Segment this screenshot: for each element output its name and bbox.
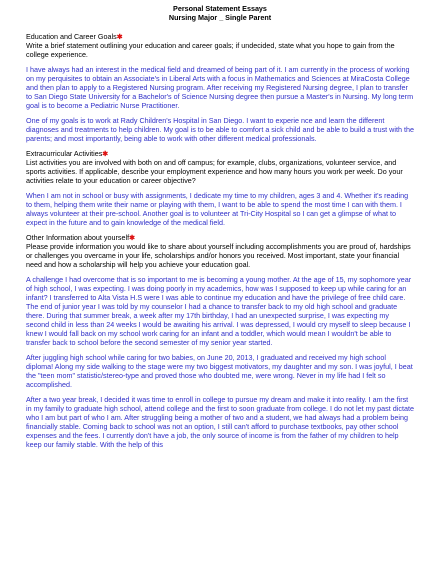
document-page <box>26 4 414 449</box>
answer-paragraph: When I am not in school or busy with assignments, I dedicate my time to my children, ages 3 and 4. Whether it's reading to them, helping them write their name or playing with them, I want to be able to spend the most time I can with them. I always volunteer at their pre-school. Another goal is to volunteer at Tri-City Hospital so I can get a glimpse of what to expect in the future and to gain knowledge of the medical field. <box>26 191 409 227</box>
section-heading-extracurricular: Extracurricular Activities✱ <box>26 149 109 158</box>
section-prompt-extracurricular: List activities you are involved with both on and off campus; for example, clubs, organizations, volunteer service, and sports activities. If applicable, describe your employment experience and how many hours you work per week. Do your activities relate to your education or career objective? <box>26 158 403 185</box>
answer-paragraph: After juggling high school while caring for two babies, on June 20, 2013, I graduated and received my high school diploma! Along my side walking to the stage were my two biggest motivators, my daughter and my son. I was joyful, I beat the "teen mom" statistic/stereo-type and proved those who doubted me, were wrong. Never in my life had I felt so accomplished. <box>26 353 413 389</box>
required-icon: ✱ <box>116 32 123 41</box>
required-icon: ✱ <box>102 149 109 158</box>
answer-paragraph: One of my goals is to work at Rady Children's Hospital in San Diego. I want to experie nce and learn the different diagnoses and treatments to help children. My goal is to be able to comfort a sick child and be able to build a trust with the parents; and most importantly, being able to work with other different medical professionals. <box>26 116 414 143</box>
document-subtitle: Nursing Major _ Single Parent <box>168 13 272 22</box>
section-prompt-education: Write a brief statement outlining your education and career goals; if undecided, state what you hope to gain from the college experience. <box>26 41 395 59</box>
section-heading-education: Education and Career Goals✱ <box>26 32 123 41</box>
document-title: Personal Statement Essays <box>173 4 267 13</box>
answer-paragraph: I have always had an interest in the medical field and dreamed of being part of it. I am currently in the process of working on my perquisites to obtain an Associate's in Liberal Arts with a focus in Mathematics and Sciences at MiraCosta College and then plan to apply to a Registered Nursing program. After receiving my Registered Nursing degree, I plan to transfer to San Diego State University for a Bachelor's of Science Nursing degree then pursue a Master's in Nursing. My long term goal is to become a Pediatric Nurse Practitioner. <box>26 65 414 110</box>
section-heading-other-info: Other Information about yourself✱ <box>26 233 136 242</box>
section-prompt-other-info: Please provide information you would like to share about yourself including accomplishments you are proud of, hardships or challenges you overcame in your life, scholarships and/or honors you received. Most important, state your financial need and how a scholarship will help you achieve your education goal. <box>26 242 411 269</box>
answer-paragraph: After a two year break, I decided it was time to enroll in college to pursue my dream and make it into reality. I am the first in my family to graduate high school, attend college and the first to soon graduate from college. I do not let my past dictate who I am but part of who I am. After struggling being a mother of two and a student, we had always had a problem being financially stable. Coming back to school was not an option, I still can't afford to purchase textbooks, pay other school expenses and the fees. I currently don't have a job, the only source of income is from the father of my children to help keep our family stable. With the help of this <box>26 395 414 449</box>
answer-paragraph: A challenge I had overcome that is so important to me is becoming a young mother. At the age of 15, my sophomore year of high school, I was expecting. I was doing poorly in my academics, how was I supposed to keep up while caring for an infant? I transferred to Alta Vista H.S were I was able to continue my education and have the privilege of free child care. The end of junior year I was told by my counselor I had a chance to transfer back to my old high school and graduate there. During that summer break, a week after my 17th birthday, I had an unexpected surprise, I was expecting my second child in less than 24 weeks I would be awaiting his arrival. I was depressed, I would cry myself to sleep because I knew I would fall back on my school work caring for an infant and a toddler, which would mean I wouldn't be able to transfer back to school before the second semester of my senior year started. <box>26 275 412 347</box>
required-icon: ✱ <box>129 233 136 242</box>
